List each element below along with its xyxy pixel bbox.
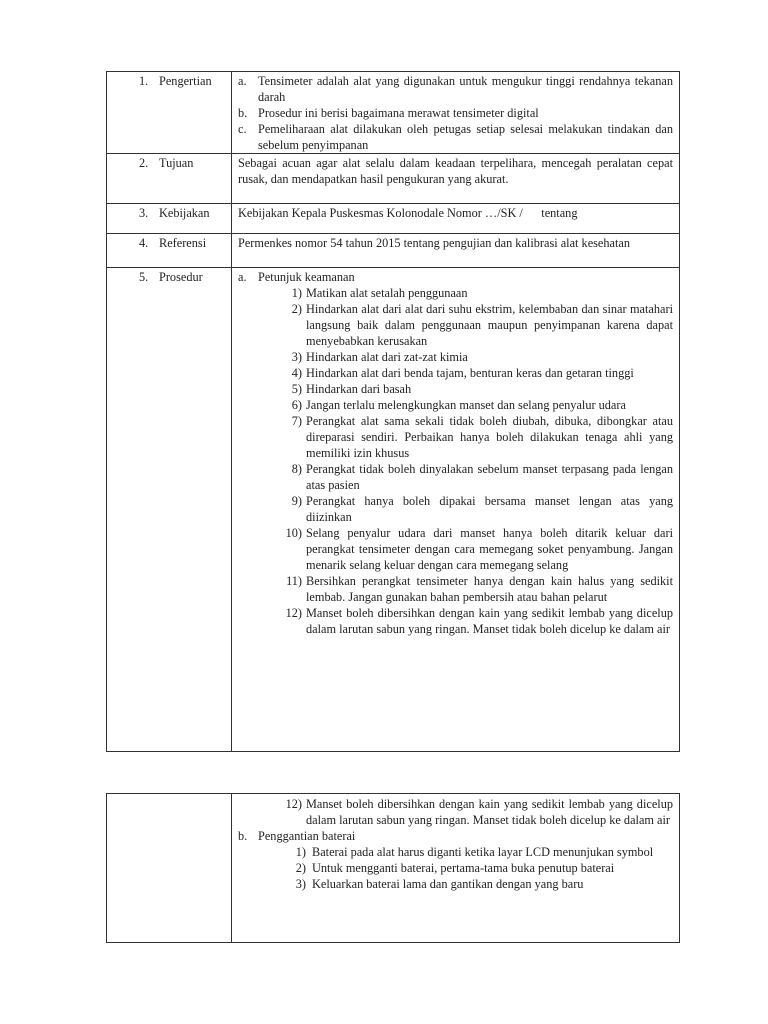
row-content: Sebagai acuan agar alat selalu dalam keadaan terpelihara, mencegah peralatan cepat rusak, dan mendapatkan hasil pengukuran yang akurat. — [238, 156, 673, 186]
row-referensi — [107, 234, 679, 268]
row-label: Kebijakan — [159, 206, 210, 220]
list-item: 2) Untuk mengganti baterai, pertama-tama buka penutup baterai — [295, 861, 615, 875]
row-label-cell — [107, 794, 232, 942]
row-number: 4. — [139, 236, 149, 250]
list-item: a. Tensimeter adalah alat yang digunakan untuk mengukur tinggi rendahnya tekanan darah — [238, 74, 673, 104]
row-label: Referensi — [159, 236, 207, 250]
sop-table-continued — [106, 793, 680, 943]
section-heading: a. Petunjuk keamanan — [238, 270, 355, 284]
list-item: 9) Perangkat hanya boleh dipakai bersama manset lengan atas yang diizinkan — [291, 494, 673, 524]
list-item: 3) Hindarkan alat dari zat-zat kimia — [291, 350, 468, 364]
row-label-cell — [107, 72, 232, 153]
list-item: 7) Perangkat alat sama sekali tidak boleh diubah, dibuka, dibongkar atau direparasi sendiri. Perbaikan hanya boleh dilakukan tenaga ahli yang memiliki izin khusus — [291, 414, 673, 460]
row-kebijakan — [107, 204, 679, 234]
row-content — [232, 794, 679, 942]
row-label: Pengertian — [159, 74, 212, 88]
list-item: 12) Manset boleh dibersihkan dengan kain yang sedikit lembab yang dicelup dalam larutan sabun yang ringan. Manset tidak boleh dicelup ke dalam air — [285, 797, 673, 827]
row-label-cell — [107, 204, 232, 233]
list-item: 1) Baterai pada alat harus diganti ketika layar LCD menunjukan symbol — [295, 845, 654, 859]
list-item: 6) Jangan terlalu melengkungkan manset dan selang penyalur udara — [291, 398, 626, 412]
row-label-cell — [107, 154, 232, 203]
sop-table-main — [106, 71, 680, 752]
row-content: Kebijakan Kepala Puskesmas Kolonodale Nomor …/SK / tentang — [238, 206, 578, 220]
list-item: b. Prosedur ini berisi bagaimana merawat tensimeter digital — [238, 106, 539, 120]
row-number: 3. — [139, 206, 149, 220]
list-item: 4) Hindarkan alat dari benda tajam, benturan keras dan getaran tinggi — [291, 366, 634, 380]
list-item: 2) Hindarkan alat dari alat dari suhu ekstrim, kelembaban dan sinar matahari langsung baik dalam penggunaan maupun penyimpanan karena dapat menyebabkan kerusakan — [291, 302, 673, 348]
row-label: Prosedur — [159, 270, 203, 284]
row-prosedur-continued — [107, 794, 679, 942]
list-item: 12) Manset boleh dibersihkan dengan kain yang sedikit lembab yang dicelup dalam larutan sabun yang ringan. Manset tidak boleh dicelup ke dalam air — [285, 606, 673, 636]
list-item: 5) Hindarkan dari basah — [291, 382, 412, 396]
row-label-cell — [107, 234, 232, 267]
row-pengertian — [107, 72, 679, 154]
list-item: 3) Keluarkan baterai lama dan gantikan dengan yang baru — [295, 877, 584, 891]
row-label-cell — [107, 268, 232, 751]
list-item: 10) Selang penyalur udara dari manset hanya boleh ditarik keluar dari perangkat tensimeter dengan cara memegang soket penyambung. Jangan menarik selang keluar dengan cara memegang selang — [285, 526, 673, 572]
row-label: Tujuan — [159, 156, 194, 170]
list-item: 8) Perangkat tidak boleh dinyalakan sebelum manset terpasang pada lengan atas pasien — [291, 462, 673, 492]
list-item: c. Pemeliharaan alat dilakukan oleh petugas setiap selesai melakukan tindakan dan sebelum penyimpanan — [238, 122, 673, 152]
row-content — [232, 72, 679, 153]
row-number: 5. — [139, 270, 149, 284]
row-content — [232, 268, 679, 751]
row-content: Permenkes nomor 54 tahun 2015 tentang pengujian dan kalibrasi alat kesehatan — [238, 236, 631, 250]
row-tujuan — [107, 154, 679, 204]
list-item: 1) Matikan alat setalah penggunaan — [291, 286, 468, 300]
row-number: 1. — [139, 74, 149, 88]
list-item: 11) Bersihkan perangkat tensimeter hanya dengan kain halus yang sedikit lembab. Jangan gunakan bahan pembersih atau bahan pelarut — [286, 574, 673, 604]
row-prosedur — [107, 268, 679, 751]
section-heading: b. Penggantian baterai — [238, 829, 356, 843]
row-number: 2. — [139, 156, 149, 170]
